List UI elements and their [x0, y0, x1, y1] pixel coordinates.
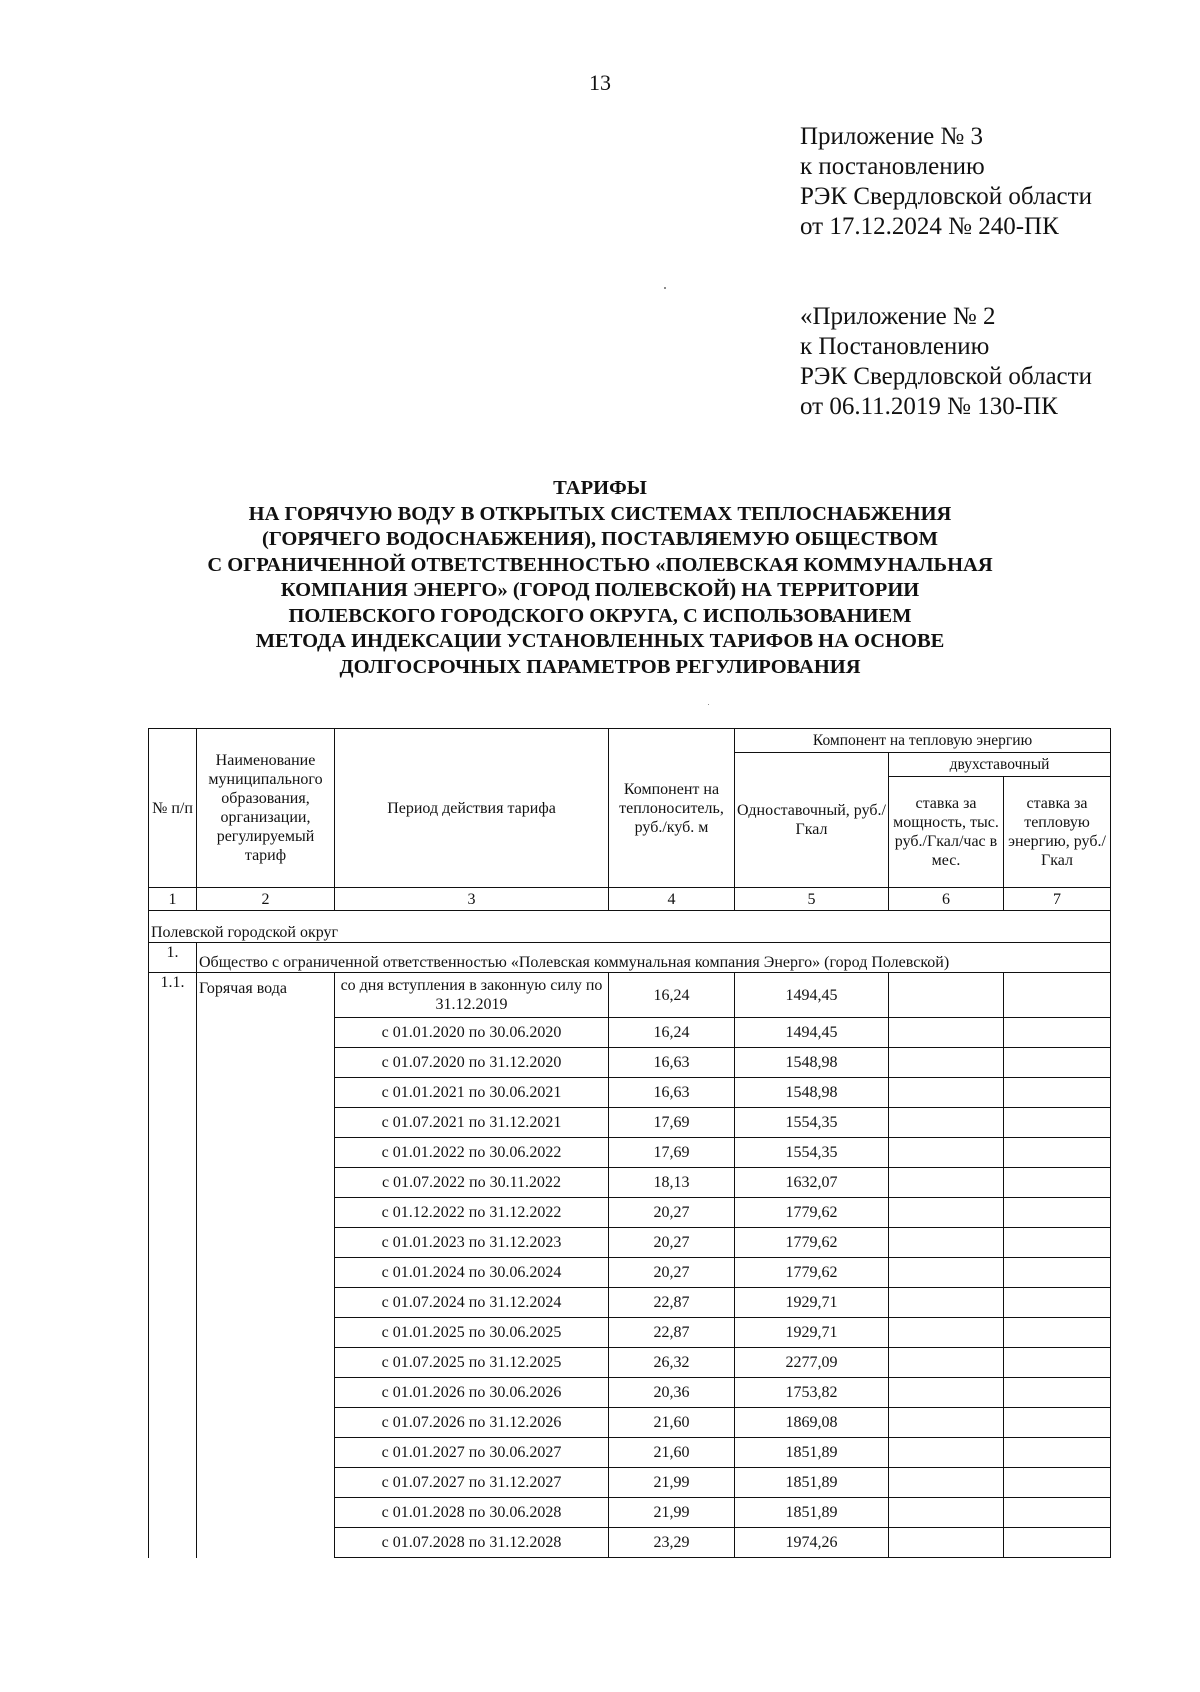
- tariff-period: с 01.07.2025 по 31.12.2025: [335, 1348, 609, 1378]
- column-number: 2: [197, 888, 335, 911]
- tariff-energy-rate: [1004, 1018, 1111, 1048]
- appendix-original-reference: [800, 302, 1092, 422]
- tariff-carrier: 16,24: [609, 973, 735, 1018]
- title-line: КОМПАНИЯ ЭНЕРГО» (ГОРОД ПОЛЕВСКОЙ) НА ТЕРРИТОРИИ: [280, 579, 920, 601]
- tariff-energy-rate: [1004, 1408, 1111, 1438]
- column-number: 5: [735, 888, 889, 911]
- tariff-single-rate: 1851,89: [735, 1498, 889, 1528]
- tariff-capacity-rate: [889, 1498, 1004, 1528]
- tariff-period: с 01.01.2027 по 30.06.2027: [335, 1438, 609, 1468]
- header-capacity-rate: ставка за мощность, тыс. руб./Гкал/час в мес.: [889, 777, 1004, 888]
- header-period: Период действия тарифа: [335, 729, 609, 888]
- tariff-energy-rate: [1004, 1078, 1111, 1108]
- tariff-single-rate: 1974,26: [735, 1528, 889, 1558]
- document-title: [0, 476, 1200, 680]
- tariff-single-rate: 1753,82: [735, 1378, 889, 1408]
- tariff-capacity-rate: [889, 1078, 1004, 1108]
- tariff-energy-rate: [1004, 1108, 1111, 1138]
- tariff-period: с 01.07.2027 по 31.12.2027: [335, 1468, 609, 1498]
- header-name: Наименование муниципального образования, организации, регулируемый тариф: [197, 729, 335, 888]
- title-line: (ГОРЯЧЕГО ВОДОСНАБЖЕНИЯ), ПОСТАВЛЯЕМУЮ ОБЩЕСТВОМ: [262, 528, 938, 550]
- tariff-single-rate: 1548,98: [735, 1048, 889, 1078]
- tariff-single-rate: 1869,08: [735, 1408, 889, 1438]
- tariff-energy-rate: [1004, 1468, 1111, 1498]
- column-number: 1: [149, 888, 197, 911]
- appendix-line: Приложение № 3: [800, 123, 984, 150]
- tariff-single-rate: 1779,62: [735, 1228, 889, 1258]
- tariff-energy-rate: [1004, 1498, 1111, 1528]
- tariff-energy-rate: [1004, 1288, 1111, 1318]
- tariff-period: с 01.12.2022 по 31.12.2022: [335, 1198, 609, 1228]
- tariff-period: с 01.07.2024 по 31.12.2024: [335, 1288, 609, 1318]
- organization-number: 1.: [149, 943, 197, 973]
- scan-speck: [708, 704, 709, 705]
- tariff-period: с 01.01.2024 по 30.06.2024: [335, 1258, 609, 1288]
- scan-speck: [664, 287, 666, 289]
- tariff-carrier: 20,36: [609, 1378, 735, 1408]
- tariff-carrier: 20,27: [609, 1198, 735, 1228]
- appendix-line: от 06.11.2019 № 130-ПК: [800, 393, 1058, 420]
- appendix-line: от 17.12.2024 № 240-ПК: [800, 213, 1059, 240]
- tariff-energy-rate: [1004, 1378, 1111, 1408]
- tariff-single-rate: 2277,09: [735, 1348, 889, 1378]
- column-number: 3: [335, 888, 609, 911]
- tariff-capacity-rate: [889, 1198, 1004, 1228]
- column-number: 4: [609, 888, 735, 911]
- header-number: № п/п: [149, 729, 197, 888]
- title-line: ТАРИФЫ: [553, 477, 647, 499]
- tariff-carrier: 17,69: [609, 1108, 735, 1138]
- tariff-capacity-rate: [889, 1468, 1004, 1498]
- tariff-capacity-rate: [889, 1378, 1004, 1408]
- tariff-carrier: 16,63: [609, 1048, 735, 1078]
- tariff-carrier: 22,87: [609, 1288, 735, 1318]
- tariff-energy-rate: [1004, 1318, 1111, 1348]
- tariff-carrier: 18,13: [609, 1168, 735, 1198]
- appendix-current-reference: [800, 122, 1092, 242]
- header-energy-rate: ставка за тепловую энергию, руб./Гкал: [1004, 777, 1111, 888]
- column-number: 6: [889, 888, 1004, 911]
- tariff-carrier: 20,27: [609, 1258, 735, 1288]
- page-number: 13: [589, 70, 611, 95]
- tariff-single-rate: 1779,62: [735, 1198, 889, 1228]
- tariff-carrier: 22,87: [609, 1318, 735, 1348]
- tariffs-table: [148, 728, 1111, 1558]
- tariff-carrier: 26,32: [609, 1348, 735, 1378]
- tariff-single-rate: 1851,89: [735, 1468, 889, 1498]
- tariff-energy-rate: [1004, 1258, 1111, 1288]
- tariff-energy-rate: [1004, 1198, 1111, 1228]
- item-name: Горячая вода: [197, 973, 335, 1558]
- tariff-single-rate: 1851,89: [735, 1438, 889, 1468]
- tariff-capacity-rate: [889, 1348, 1004, 1378]
- tariff-energy-rate: [1004, 1348, 1111, 1378]
- tariff-period: с 01.07.2028 по 31.12.2028: [335, 1528, 609, 1558]
- tariff-carrier: 21,60: [609, 1408, 735, 1438]
- tariff-period: с 01.07.2021 по 31.12.2021: [335, 1108, 609, 1138]
- tariff-period: с 01.01.2025 по 30.06.2025: [335, 1318, 609, 1348]
- tariff-capacity-rate: [889, 1138, 1004, 1168]
- tariff-single-rate: 1554,35: [735, 1108, 889, 1138]
- tariff-carrier: 21,99: [609, 1468, 735, 1498]
- title-line: НА ГОРЯЧУЮ ВОДУ В ОТКРЫТЫХ СИСТЕМАХ ТЕПЛОСНАБЖЕНИЯ: [248, 502, 952, 525]
- tariff-capacity-rate: [889, 1018, 1004, 1048]
- tariff-period: с 01.07.2020 по 31.12.2020: [335, 1048, 609, 1078]
- column-number: 7: [1004, 888, 1111, 911]
- tariff-period: с 01.01.2028 по 30.06.2028: [335, 1498, 609, 1528]
- tariff-single-rate: 1779,62: [735, 1258, 889, 1288]
- tariff-single-rate: 1554,35: [735, 1138, 889, 1168]
- appendix-line: РЭК Свердловской области: [800, 363, 1092, 390]
- title-line: МЕТОДА ИНДЕКСАЦИИ УСТАНОВЛЕННЫХ ТАРИФОВ НА ОСНОВЕ: [255, 630, 945, 652]
- item-number: 1.1.: [149, 973, 197, 1558]
- tariff-carrier: 23,29: [609, 1528, 735, 1558]
- tariff-energy-rate: [1004, 1528, 1111, 1558]
- appendix-line: к Постановлению: [800, 333, 990, 360]
- tariff-period: со дня вступления в законную силу по 31.12.2019: [335, 973, 609, 1018]
- appendix-line: РЭК Свердловской области: [800, 183, 1092, 210]
- tariff-period: с 01.01.2020 по 30.06.2020: [335, 1018, 609, 1048]
- tariff-capacity-rate: [889, 1408, 1004, 1438]
- appendix-line: к постановлению: [800, 153, 985, 180]
- tariff-carrier: 20,27: [609, 1228, 735, 1258]
- header-heat-component: Компонент на тепловую энергию: [735, 729, 1111, 753]
- tariff-carrier: 16,63: [609, 1078, 735, 1108]
- tariff-energy-rate: [1004, 1228, 1111, 1258]
- tariff-capacity-rate: [889, 1048, 1004, 1078]
- tariff-single-rate: 1494,45: [735, 973, 889, 1018]
- tariff-capacity-rate: [889, 1318, 1004, 1348]
- tariff-carrier: 16,24: [609, 1018, 735, 1048]
- tariff-period: с 01.01.2023 по 31.12.2023: [335, 1228, 609, 1258]
- tariff-single-rate: 1929,71: [735, 1318, 889, 1348]
- tariff-capacity-rate: [889, 1108, 1004, 1138]
- tariff-capacity-rate: [889, 1228, 1004, 1258]
- tariff-carrier: 21,60: [609, 1438, 735, 1468]
- tariff-single-rate: 1548,98: [735, 1078, 889, 1108]
- tariff-energy-rate: [1004, 1438, 1111, 1468]
- tariff-energy-rate: [1004, 1048, 1111, 1078]
- header-two-rate: двухставочный: [889, 753, 1111, 777]
- tariff-capacity-rate: [889, 1288, 1004, 1318]
- tariff-period: с 01.01.2022 по 30.06.2022: [335, 1138, 609, 1168]
- tariff-single-rate: 1494,45: [735, 1018, 889, 1048]
- tariff-carrier: 17,69: [609, 1138, 735, 1168]
- tariff-capacity-rate: [889, 1168, 1004, 1198]
- tariff-energy-rate: [1004, 973, 1111, 1018]
- header-carrier-component: Компонент на теплоноситель, руб./куб. м: [609, 729, 735, 888]
- tariff-period: с 01.07.2022 по 30.11.2022: [335, 1168, 609, 1198]
- organization-name: Общество с ограниченной ответственностью «Полевская коммунальная компания Энерго» (город Полевской): [197, 943, 1111, 973]
- tariff-single-rate: 1632,07: [735, 1168, 889, 1198]
- tariff-capacity-rate: [889, 1528, 1004, 1558]
- appendix-line: «Приложение № 2: [800, 303, 996, 330]
- title-line: С ОГРАНИЧЕННОЙ ОТВЕТСТВЕННОСТЬЮ «ПОЛЕВСКАЯ КОММУНАЛЬНАЯ: [207, 553, 993, 576]
- tariff-capacity-rate: [889, 1438, 1004, 1468]
- title-line: ПОЛЕВСКОГО ГОРОДСКОГО ОКРУГА, С ИСПОЛЬЗОВАНИЕМ: [288, 604, 912, 627]
- tariff-period: с 01.07.2026 по 31.12.2026: [335, 1408, 609, 1438]
- tariff-energy-rate: [1004, 1168, 1111, 1198]
- tariff-capacity-rate: [889, 973, 1004, 1018]
- tariff-carrier: 21,99: [609, 1498, 735, 1528]
- district-row: Полевской городской округ: [149, 911, 1111, 943]
- header-single-rate: Одноставочный, руб./Гкал: [735, 753, 889, 888]
- tariff-period: с 01.01.2026 по 30.06.2026: [335, 1378, 609, 1408]
- tariff-period: с 01.01.2021 по 30.06.2021: [335, 1078, 609, 1108]
- tariff-capacity-rate: [889, 1258, 1004, 1288]
- title-line: ДОЛГОСРОЧНЫХ ПАРАМЕТРОВ РЕГУЛИРОВАНИЯ: [339, 655, 861, 678]
- tariff-single-rate: 1929,71: [735, 1288, 889, 1318]
- tariff-energy-rate: [1004, 1138, 1111, 1168]
